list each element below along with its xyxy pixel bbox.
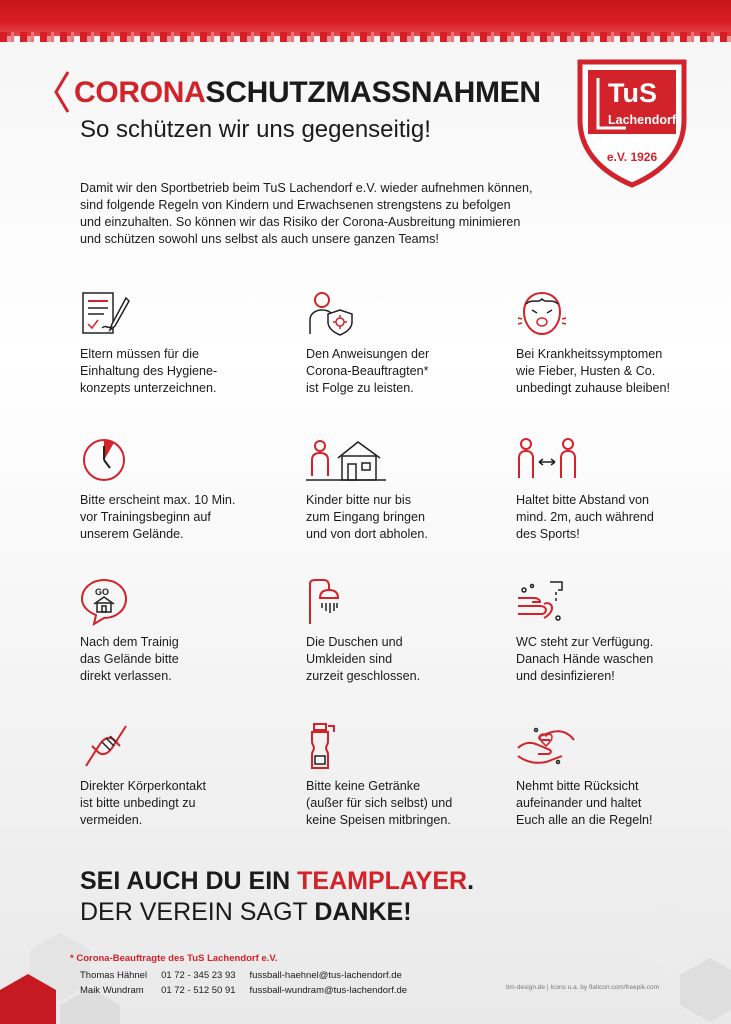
rule-text: Bei Krankheitssymptomen wie Fieber, Husten & Co. unbedingt zuhause bleiben! <box>516 347 671 395</box>
sick-face-icon <box>516 290 568 338</box>
contact-email[interactable]: fussball-haehnel@tus-lachendorf.de <box>249 970 402 981</box>
rule-text: Die Duschen und Umkleiden sind zurzeit geschlossen. <box>306 635 421 683</box>
go-home-icon <box>80 578 132 626</box>
footer-note: * Corona-Beauftragte des TuS Lachendorf e.V. <box>70 953 278 964</box>
table-row <box>80 968 421 983</box>
hand-washing-icon <box>516 578 568 626</box>
rule-item <box>306 722 511 829</box>
contact-phone: 01 72 - 345 23 93 <box>161 970 236 981</box>
contact-name: Maik Wundram <box>80 985 144 996</box>
title-schutzmassnahmen: SCHUTZMASSNAHMEN <box>205 76 541 109</box>
rule-text: Direkter Körperkontakt ist bitte unbedingt zu vermeiden. <box>80 779 206 827</box>
contact-email[interactable]: fussball-wundram@tus-lachendorf.de <box>249 985 408 996</box>
chevron-left-icon <box>52 70 72 114</box>
slogan-danke: DANKE! <box>314 898 412 926</box>
hands-heart-icon <box>516 722 576 770</box>
page-subtitle: So schützen wir uns gegenseitig! <box>80 116 431 143</box>
contact-phone: 01 72 - 512 50 91 <box>161 985 236 996</box>
rule-item <box>516 578 721 685</box>
contact-table <box>80 968 421 998</box>
rule-text: Kinder bitte nur bis zum Eingang bringen und von dort abholen. <box>306 493 428 541</box>
rule-item <box>306 578 511 685</box>
credit-line: tim-design.de | Icons u.a. by flaticon.com/freepik.com <box>506 984 660 991</box>
table-row <box>80 983 421 998</box>
contract-sign-icon <box>80 290 132 338</box>
rule-item <box>306 290 511 397</box>
handshake-icon <box>80 722 132 770</box>
slogan-teamplayer: TEAMPLAYER <box>297 867 468 895</box>
rule-item <box>80 722 285 829</box>
rule-text: Haltet bitte Abstand von mind. 2m, auch während des Sports! <box>516 493 654 541</box>
rule-item <box>516 290 721 397</box>
rule-text: Nehmt bitte Rücksicht aufeinander und haltet Euch alle an die Regeln! <box>516 779 653 827</box>
rule-item <box>516 722 721 829</box>
slogan-line2: DER VEREIN SAGT <box>80 898 315 926</box>
top-red-banner <box>0 0 731 36</box>
person-virus-shield-icon <box>306 290 358 338</box>
club-logo <box>576 58 688 188</box>
logo-founded: e.V. 1926 <box>606 150 658 164</box>
rule-item <box>80 578 285 685</box>
rule-text: Nach dem Trainig das Gelände bitte direkt verlassen. <box>80 635 179 683</box>
water-bottle-icon <box>306 722 358 770</box>
rule-item <box>516 436 721 543</box>
rule-text: Bitte erscheint max. 10 Min. vor Trainingsbeginn auf unserem Gelände. <box>80 493 236 541</box>
rule-item <box>80 436 285 543</box>
rule-text: WC steht zur Verfügung. Danach Hände waschen und desinfizieren! <box>516 635 654 683</box>
clock-icon <box>80 436 132 484</box>
person-house-icon <box>306 436 386 484</box>
closing-slogan <box>80 866 474 928</box>
rule-item <box>306 436 511 543</box>
title-corona: CORONA <box>74 76 206 109</box>
top-banner-brush-edge <box>0 32 731 42</box>
slogan-line1: SEI AUCH DU EIN <box>80 867 298 895</box>
page-title <box>74 76 541 110</box>
rule-text: Eltern müssen für die Einhaltung des Hygiene- konzepts unterzeichnen. <box>80 347 218 395</box>
rule-text: Den Anweisungen der Corona-Beauftragten* ist Folge zu leisten. <box>306 347 430 395</box>
shower-icon <box>306 578 358 626</box>
logo-name: TuS <box>608 78 657 108</box>
slogan-period: . <box>467 867 475 895</box>
svg-text:GO: GO <box>95 587 110 597</box>
rule-item <box>80 290 285 397</box>
distance-icon <box>516 436 578 484</box>
rule-text: Bitte keine Getränke (außer für sich selbst) und keine Speisen mitbringen. <box>306 779 453 827</box>
logo-place: Lachendorf <box>608 113 677 127</box>
contact-name: Thomas Hähnel <box>80 970 148 981</box>
intro-text: Damit wir den Sportbetrieb beim TuS Lachendorf e.V. wieder aufnehmen können, sind folgende Regeln von Kindern und Erwachsenen strengstens zu befolgen und einzuhalten. So können wir das Risiko der Corona-Ausbreitung minimieren und schützen sowohl uns selbst als auch unsere ganzen Teams! <box>80 181 533 246</box>
